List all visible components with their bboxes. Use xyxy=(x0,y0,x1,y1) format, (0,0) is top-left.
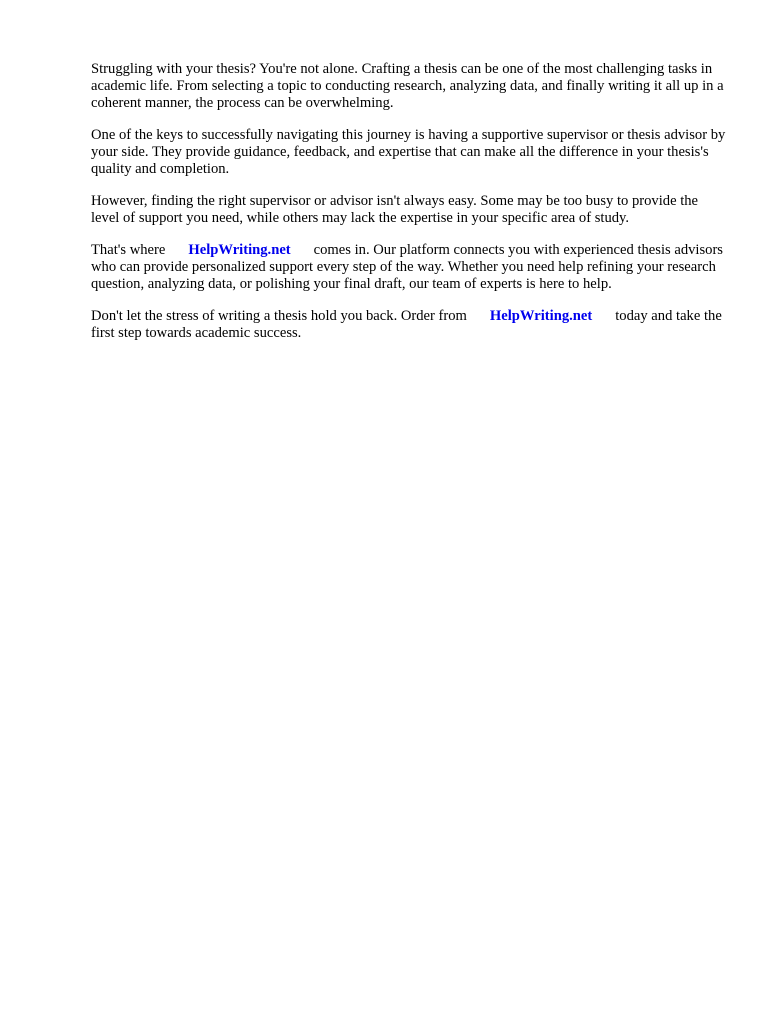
paragraph-cta-rest: today and take the first step towards academic success. xyxy=(91,308,722,341)
paragraph-advisor: One of the keys to successfully navigating this journey is having a supportive supervisor or thesis advisor by your side. They provide guidance, feedback, and expertise that can make all the difference in your thesis's quality and completion. xyxy=(91,127,726,177)
helpwriting-link[interactable]: HelpWriting.net xyxy=(188,242,291,258)
paragraph-platform xyxy=(91,242,727,293)
paragraph-platform-rest: comes in. Our platform connects you with experienced thesis advisors who can provide personalized support every step of the way. Whether you need help refining your research question, analyzing data, or polishing your final draft, our team of experts is here to help. xyxy=(91,242,723,292)
document-body xyxy=(91,61,727,357)
paragraph-intro: Struggling with your thesis? You're not alone. Crafting a thesis can be one of the most challenging tasks in academic life. From selecting a topic to conducting research, analyzing data, and finally writing it all up in a coherent manner, the process can be overwhelming. xyxy=(91,61,724,111)
paragraph-challenge: However, finding the right supervisor or advisor isn't always easy. Some may be too busy to provide the level of support you need, while others may lack the expertise in your specific area of study. xyxy=(91,193,699,226)
paragraph-cta-lead: Don't let the stress of writing a thesis hold you back. Order from xyxy=(91,308,467,324)
paragraph-call-to-action xyxy=(91,308,727,342)
helpwriting-order-link[interactable]: HelpWriting.net xyxy=(489,308,593,324)
paragraph-platform-lead: That's where xyxy=(91,242,166,258)
